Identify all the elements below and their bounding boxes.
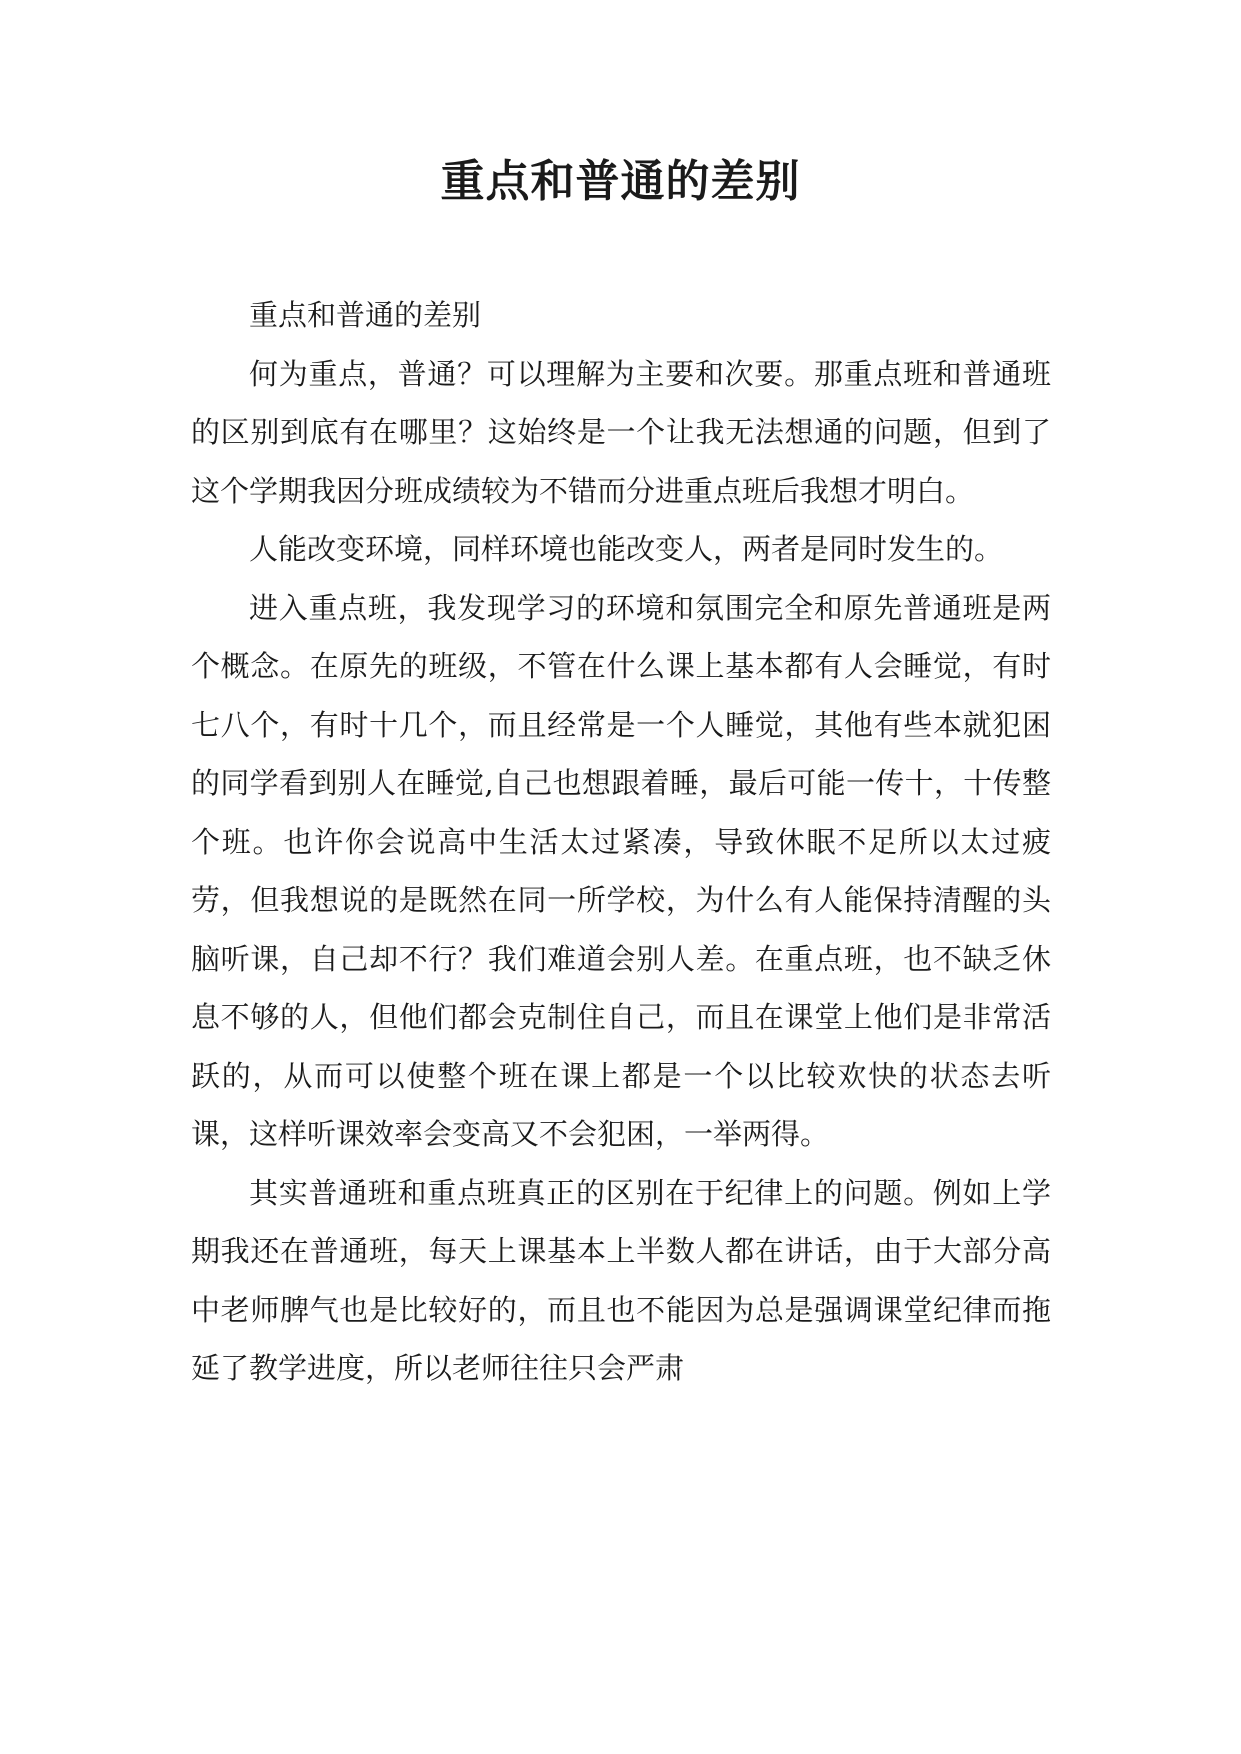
paragraph: 其实普通班和重点班真正的区别在于纪律上的问题。例如上学期我还在普通班，每天上课基本上半数人都在讲话，由于大部分高中老师脾气也是比较好的，而且也不能因为总是强调课堂纪律而拖延了教学进度，所以老师往往只会严肃: [191, 1175, 1051, 1385]
document-body: [191, 286, 1051, 1398]
paragraph: 何为重点，普通？可以理解为主要和次要。那重点班和普通班的区别到底有在哪里？这始终是一个让我无法想通的问题，但到了这个学期我因分班成绩较为不错而分进重点班后我想才明白。: [191, 356, 1051, 508]
paragraph: 重点和普通的差别: [249, 298, 482, 332]
document-title: 重点和普通的差别: [440, 156, 801, 207]
paragraph: 进入重点班，我发现学习的环境和氛围完全和原先普通班是两个概念。在原先的班级，不管在什么课上基本都有人会睡觉，有时七八个，有时十几个，而且经常是一个人睡觉，其他有些本就犯困的同学看到别人在睡觉,自己也想跟着睡，最后可能一传十，十传整个班。也许你会说高中生活太过紧凑，导致休眠不足所以太过疲劳，但我想说的是既然在同一所学校，为什么有人能保持清醒的头脑听课，自己却不行？我们难道会别人差。在重点班，也不缺乏休息不够的人，但他们都会克制住自己，而且在课堂上他们是非常活跃的，从而可以使整个班在课上都是一个以比较欢快的状态去听课，这样听课效率会变高又不会犯困，一举两得。: [191, 590, 1051, 1151]
paragraph: 人能改变环境，同样环境也能改变人，两者是同时发生的。: [249, 532, 1004, 566]
